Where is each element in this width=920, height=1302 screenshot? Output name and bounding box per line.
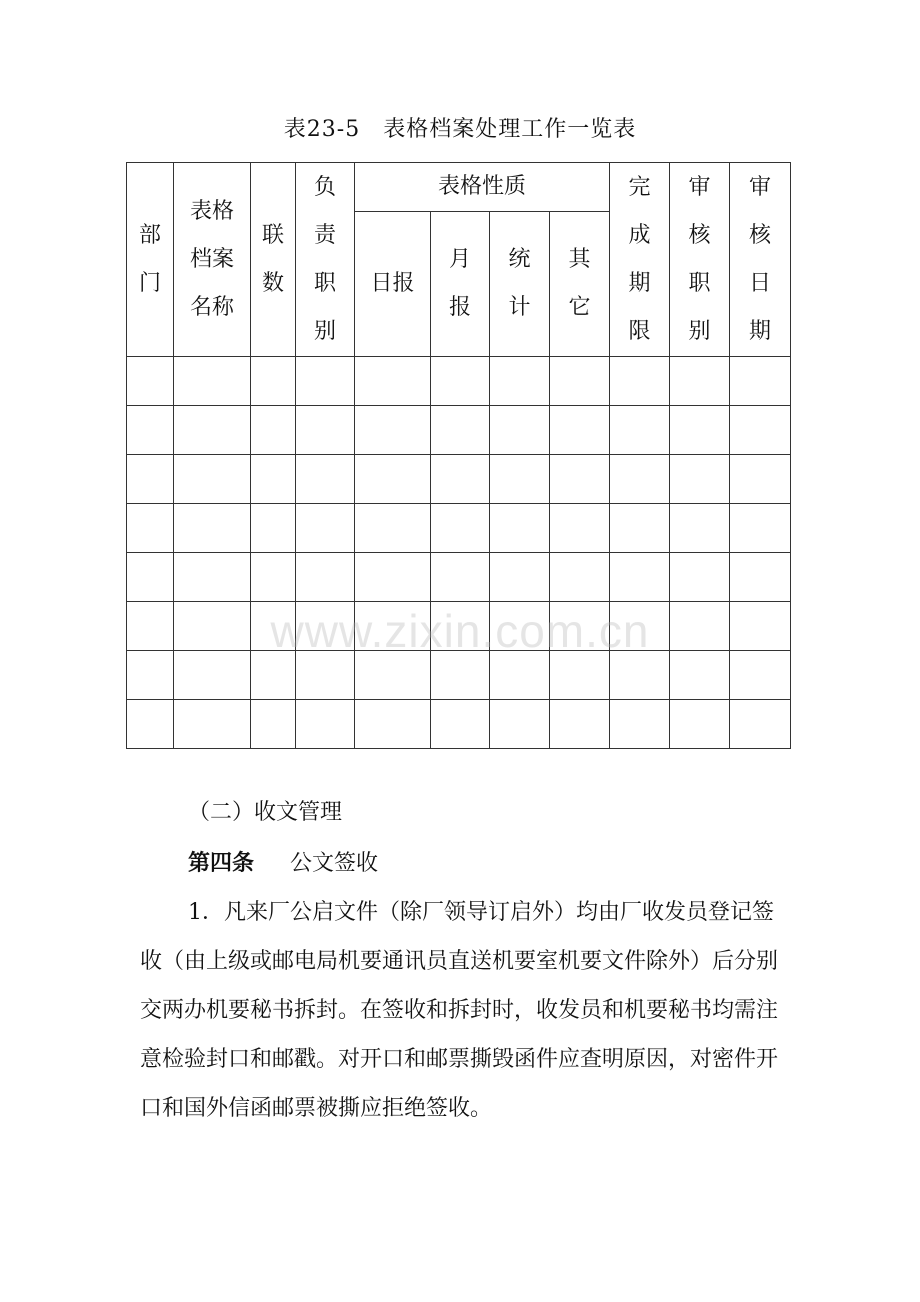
table-cell[interactable] (670, 357, 730, 406)
table-cell[interactable] (251, 651, 296, 700)
table-cell[interactable] (431, 455, 490, 504)
table-cell[interactable] (550, 406, 610, 455)
table-cell[interactable] (490, 406, 550, 455)
table-cell[interactable] (610, 504, 670, 553)
table-cell[interactable] (174, 406, 251, 455)
table-cell[interactable] (670, 504, 730, 553)
header-review-position: 审核职别 (670, 163, 730, 357)
table-cell[interactable] (610, 700, 670, 749)
table-cell[interactable] (355, 700, 431, 749)
table-cell[interactable] (127, 504, 174, 553)
table-cell[interactable] (251, 406, 296, 455)
table-cell[interactable] (355, 406, 431, 455)
table-cell[interactable] (550, 357, 610, 406)
table-cell[interactable] (610, 455, 670, 504)
header-statistics: 统计 (490, 212, 550, 357)
table-cell[interactable] (127, 651, 174, 700)
table-cell[interactable] (550, 651, 610, 700)
table-cell[interactable] (355, 651, 431, 700)
table-cell[interactable] (296, 455, 355, 504)
table-cell[interactable] (296, 504, 355, 553)
header-responsible: 负责职别 (296, 163, 355, 357)
table-cell[interactable] (730, 553, 791, 602)
table-cell[interactable] (296, 553, 355, 602)
table-cell[interactable] (670, 455, 730, 504)
table-cell[interactable] (610, 553, 670, 602)
table-cell[interactable] (431, 357, 490, 406)
table-cell[interactable] (251, 455, 296, 504)
table-cell[interactable] (251, 504, 296, 553)
table-cell[interactable] (127, 553, 174, 602)
table-cell[interactable] (490, 651, 550, 700)
table-cell[interactable] (490, 357, 550, 406)
table-cell[interactable] (251, 700, 296, 749)
table-cell[interactable] (127, 455, 174, 504)
header-other: 其它 (550, 212, 610, 357)
table-cell[interactable] (127, 357, 174, 406)
table-cell[interactable] (127, 406, 174, 455)
table-cell[interactable] (730, 651, 791, 700)
table-row (127, 602, 791, 651)
header-deadline: 完成期限 (610, 163, 670, 357)
table-row (127, 455, 791, 504)
table-cell[interactable] (174, 455, 251, 504)
table-cell[interactable] (670, 651, 730, 700)
article-title: 公文签收 (290, 851, 379, 876)
table-cell[interactable] (355, 455, 431, 504)
table-cell[interactable] (355, 504, 431, 553)
table-cell[interactable] (296, 357, 355, 406)
table-cell[interactable] (251, 602, 296, 651)
page-title: 表23-5 表格档案处理工作一览表 (283, 117, 637, 142)
table-row (127, 651, 791, 700)
table-cell[interactable] (670, 406, 730, 455)
table-row (127, 504, 791, 553)
table-cell[interactable] (490, 504, 550, 553)
table-cell[interactable] (610, 602, 670, 651)
table-cell[interactable] (355, 357, 431, 406)
table-cell[interactable] (174, 357, 251, 406)
table-cell[interactable] (431, 553, 490, 602)
form-archive-table (126, 162, 791, 749)
table-cell[interactable] (431, 602, 490, 651)
table-cell[interactable] (490, 553, 550, 602)
table-cell[interactable] (355, 553, 431, 602)
table-cell[interactable] (490, 700, 550, 749)
table-cell[interactable] (431, 504, 490, 553)
table-cell[interactable] (251, 357, 296, 406)
table-row (127, 357, 791, 406)
table-cell[interactable] (550, 504, 610, 553)
table-row (127, 700, 791, 749)
table-cell[interactable] (174, 700, 251, 749)
table-cell[interactable] (431, 406, 490, 455)
table-cell[interactable] (730, 357, 791, 406)
table-cell[interactable] (730, 504, 791, 553)
table-cell[interactable] (296, 651, 355, 700)
table-row (127, 553, 791, 602)
table-cell[interactable] (490, 455, 550, 504)
article-label: 第四条 (188, 851, 255, 876)
table-cell[interactable] (296, 602, 355, 651)
article-heading (188, 846, 378, 877)
table-cell[interactable] (355, 602, 431, 651)
table-cell[interactable] (431, 700, 490, 749)
table-cell[interactable] (174, 651, 251, 700)
body-paragraph (140, 888, 790, 1133)
table-cell[interactable] (730, 700, 791, 749)
table-cell[interactable] (550, 602, 610, 651)
header-dept: 部门 (127, 163, 174, 357)
table-cell[interactable] (670, 700, 730, 749)
table-cell[interactable] (490, 602, 550, 651)
table-cell[interactable] (610, 357, 670, 406)
header-monthly: 月报 (431, 212, 490, 357)
table-cell[interactable] (296, 700, 355, 749)
header-daily: 日报 (355, 212, 431, 357)
table-cell[interactable] (550, 455, 610, 504)
table-cell[interactable] (610, 406, 670, 455)
table-cell[interactable] (610, 651, 670, 700)
table-cell[interactable] (251, 553, 296, 602)
table-cell[interactable] (730, 455, 791, 504)
table-row (127, 406, 791, 455)
header-form-name: 表格档案名称 (174, 163, 251, 357)
table-cell[interactable] (670, 553, 730, 602)
table-cell[interactable] (670, 602, 730, 651)
header-review-date: 审核日期 (730, 163, 791, 357)
table-cell[interactable] (127, 700, 174, 749)
table-cell[interactable] (730, 602, 791, 651)
header-copies: 联数 (251, 163, 296, 357)
table-cell[interactable] (431, 651, 490, 700)
table-cell[interactable] (174, 602, 251, 651)
table-cell[interactable] (730, 406, 791, 455)
body-paragraph-text: 1．凡来厂公启文件（除厂领导订启外）均由厂收发员登记签收（由上级或邮电局机要通讯员直送机要室机要文件除外）后分别交两办机要秘书拆封。在签收和拆封时，收发员和机要秘书均需注意检验封口和邮戳。对开口和邮票撕毁函件应查明原因，对密件开口和国外信函邮票被撕应拒绝签收。 (140, 900, 779, 1121)
table-cell[interactable] (174, 553, 251, 602)
section-heading: （二）收文管理 (188, 800, 343, 825)
table-cell[interactable] (296, 406, 355, 455)
table-cell[interactable] (174, 504, 251, 553)
table-cell[interactable] (127, 602, 174, 651)
table-cell[interactable] (550, 553, 610, 602)
table-cell[interactable] (550, 700, 610, 749)
header-nature-group: 表格性质 (355, 163, 610, 212)
watermark: www.zixin.com.cn (270, 605, 650, 657)
